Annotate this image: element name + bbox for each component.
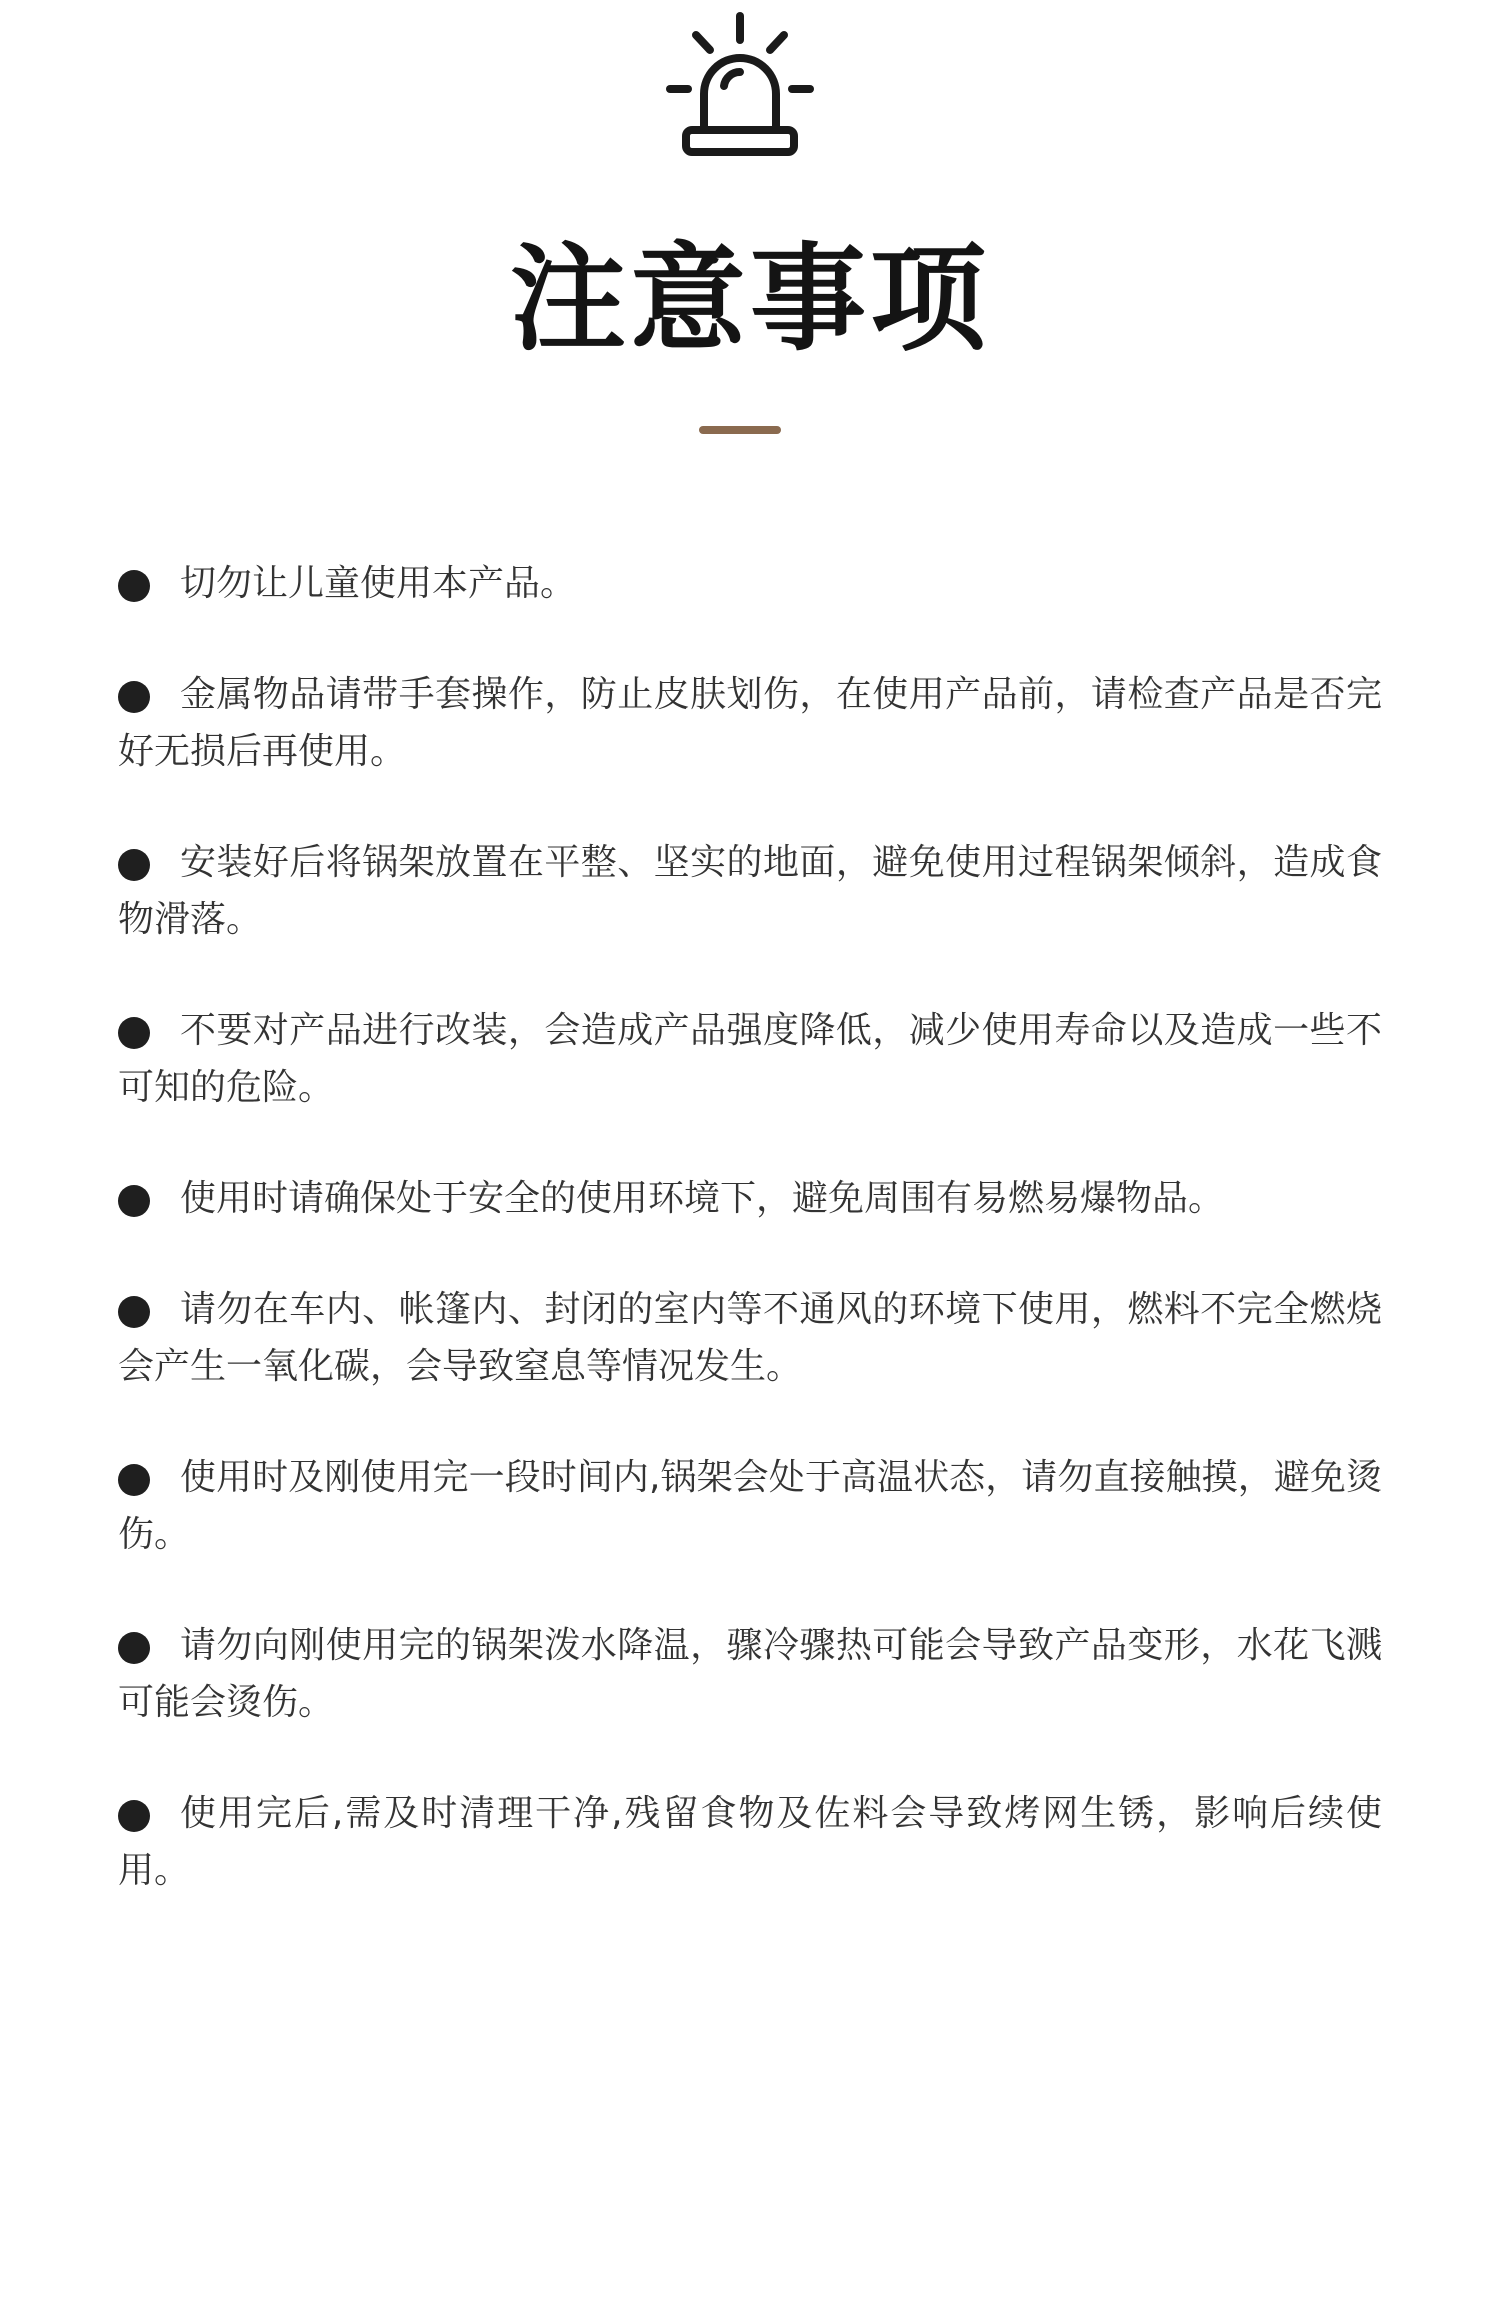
page-title: 注意事项 [510,232,990,367]
title-divider [699,426,781,434]
notice-text: 使用完后,需及时清理干净,残留食物及佐料会导致烤网生锈，影响后续使用。 [118,1793,1382,1891]
notice-item [118,1617,1382,1731]
alarm-light-icon [660,10,820,160]
notice-item [118,834,1382,948]
notice-text: 安装好后将锅架放置在平整、坚实的地面，避免使用过程锅架倾斜，造成食物滑落。 [118,842,1382,940]
bullet-icon [118,1464,150,1496]
notice-list [118,555,1382,1899]
notice-item [118,1785,1382,1899]
notice-text: 不要对产品进行改装，会造成产品强度降低，减少使用寿命以及造成一些不可知的危险。 [118,1010,1382,1108]
notice-item [118,1281,1382,1395]
bullet-icon [118,1017,150,1049]
bullet-icon [118,1296,150,1328]
notice-text: 使用时请确保处于安全的使用环境下，避免周围有易燃易爆物品。 [180,1178,1225,1219]
notice-item [118,666,1382,780]
notice-text: 请勿向刚使用完的锅架泼水降温，骤冷骤热可能会导致产品变形，水花飞溅可能会烫伤。 [118,1625,1382,1723]
notice-text: 请勿在车内、帐篷内、封闭的室内等不通风的环境下使用，燃料不完全燃烧会产生一氧化碳，会导致窒息等情况发生。 [118,1289,1382,1387]
bullet-icon [118,570,150,602]
bullet-icon [118,681,150,713]
notice-item [118,1449,1382,1563]
notice-item [118,1002,1382,1116]
bullet-icon [118,1800,150,1832]
page-header [0,0,1500,460]
bullet-icon [118,1632,150,1664]
notice-text: 金属物品请带手套操作，防止皮肤划伤，在使用产品前，请检查产品是否完好无损后再使用。 [118,674,1382,772]
notice-text: 切勿让儿童使用本产品。 [180,563,577,604]
notice-item [118,1170,1382,1227]
notice-text: 使用时及刚使用完一段时间内,锅架会处于高温状态，请勿直接触摸，避免烫伤。 [118,1457,1382,1555]
notice-item [118,555,1382,612]
bullet-icon [118,849,150,881]
bullet-icon [118,1185,150,1217]
